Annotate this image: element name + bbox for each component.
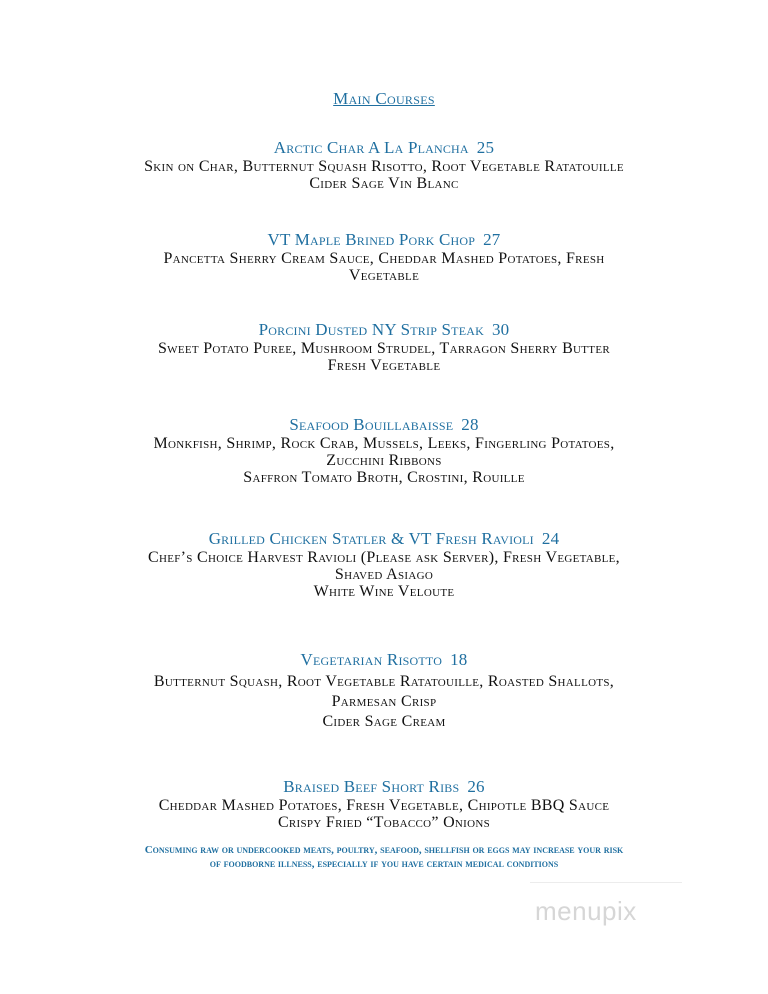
dish-description: Monkfish, Shrimp, Rock Crab, Mussels, Leeks, Fingerling Potatoes, — [153, 435, 615, 452]
section-title: Main Courses — [333, 89, 435, 108]
dish-name: Seafood Bouillabaisse — [289, 415, 454, 434]
disclaimer-line: Consuming raw or undercooked meats, poultry, seafood, shellfish or eggs may increase your risk — [144, 844, 624, 856]
dish-arctic-char — [0, 138, 768, 192]
dish-description: Cheddar Mashed Potatoes, Fresh Vegetable, Chipotle BBQ Sauce — [158, 797, 610, 814]
dish-title — [0, 650, 768, 670]
disclaimer-line: of foodborne illness, especially if you have certain medical conditions — [209, 858, 559, 870]
dish-bouillabaisse — [0, 415, 768, 486]
dish-name: VT Maple Brined Pork Chop — [267, 230, 476, 249]
dish-price: 24 — [541, 529, 560, 548]
dish-description: White Wine Veloute — [313, 583, 455, 600]
dish-price: 30 — [491, 320, 510, 339]
dish-title — [0, 230, 768, 250]
dish-name: Grilled Chicken Statler & VT Fresh Ravioli — [208, 529, 534, 548]
dish-description: Pancetta Sherry Cream Sauce, Cheddar Mashed Potatoes, Fresh — [163, 250, 605, 267]
watermark-divider — [530, 882, 682, 883]
dish-price: 27 — [483, 230, 501, 249]
dish-name: Vegetarian Risotto — [300, 650, 443, 669]
dish-description: Parmesan Crisp — [331, 693, 437, 710]
dish-name: Porcini Dusted NY Strip Steak — [258, 320, 484, 339]
dish-description: Vegetable — [348, 267, 420, 284]
dish-price: 26 — [467, 777, 485, 796]
dish-price: 18 — [450, 650, 468, 669]
dish-title — [0, 777, 768, 797]
dish-description: Zucchini Ribbons — [326, 452, 442, 469]
dish-description: Crispy Fried “Tobacco” Onions — [277, 814, 491, 831]
dish-description: Cider Sage Cream — [322, 713, 446, 730]
food-safety-disclaimer — [0, 843, 768, 871]
dish-description: Fresh Vegetable — [327, 357, 441, 374]
dish-pork-chop — [0, 230, 768, 284]
dish-title — [0, 138, 768, 158]
dish-description: Butternut Squash, Root Vegetable Ratatouille, Roasted Shallots, — [153, 673, 615, 690]
menupix-watermark: menupix — [535, 896, 637, 926]
dish-description: Chef’s Choice Harvest Ravioli (Please ask Server), Fresh Vegetable, — [148, 549, 620, 566]
dish-vegetarian-risotto — [0, 650, 768, 730]
dish-description: Cider Sage Vin Blanc — [309, 175, 459, 192]
dish-description: Skin on Char, Butternut Squash Risotto, Root Vegetable Ratatouille — [144, 158, 624, 175]
dish-price: 28 — [461, 415, 479, 434]
dish-description: Sweet Potato Puree, Mushroom Strudel, Tarragon Sherry Butter — [157, 340, 610, 357]
dish-name: Braised Beef Short Ribs — [283, 777, 460, 796]
dish-name: Arctic Char A La Plancha — [273, 138, 469, 157]
dish-short-ribs — [0, 777, 768, 831]
dish-strip-steak — [0, 320, 768, 374]
dish-price: 25 — [476, 138, 495, 157]
dish-title — [0, 415, 768, 435]
dish-description: Saffron Tomato Broth, Crostini, Rouille — [243, 469, 525, 486]
dish-title — [0, 529, 768, 549]
dish-description: Shaved Asiago — [334, 566, 434, 583]
dish-title — [0, 320, 768, 340]
dish-chicken-statler — [0, 529, 768, 600]
